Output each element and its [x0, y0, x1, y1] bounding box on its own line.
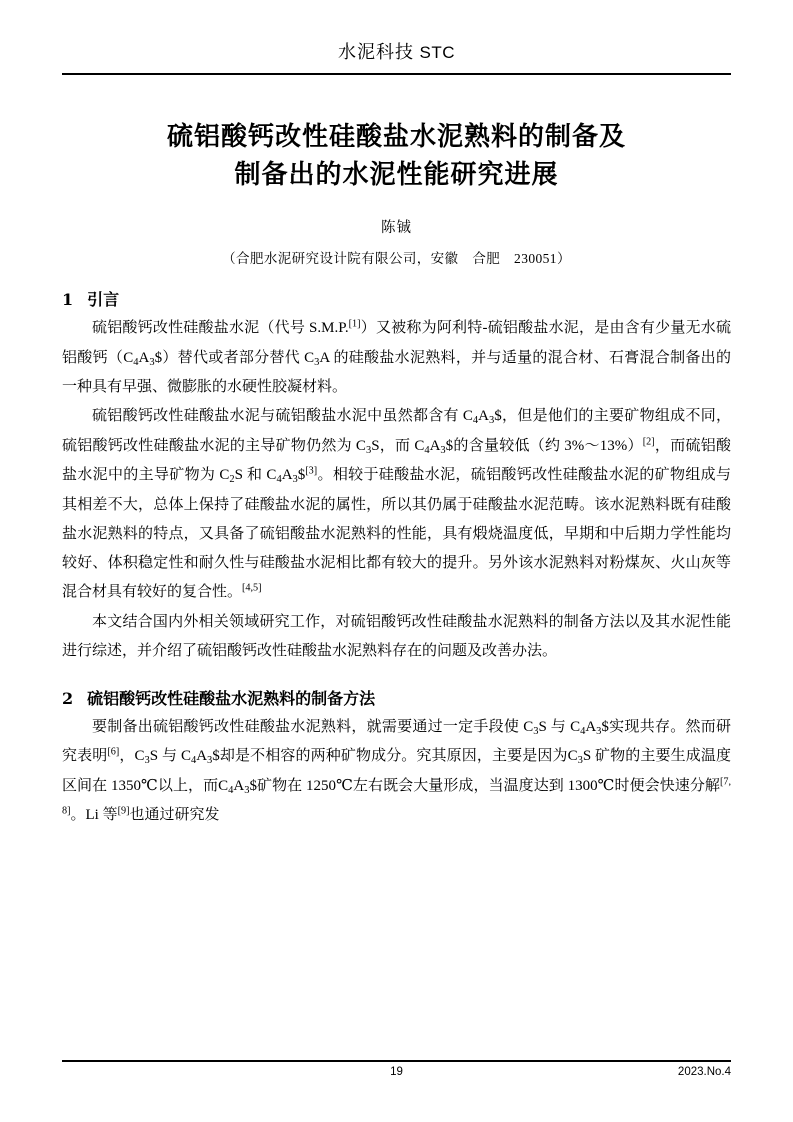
section-title-1: 引言: [87, 290, 120, 310]
page-number: 19: [390, 1066, 403, 1078]
title-block: [62, 119, 731, 194]
section-title-2: 硫铝酸钙改性硅酸盐水泥熟料的制备方法: [87, 689, 376, 708]
section-number-2: 2: [62, 689, 74, 708]
page-title-line-2: 制备出的水泥性能研究进展: [234, 159, 559, 190]
journal-abbrev: STC: [419, 43, 455, 62]
paragraph: 硫铝酸钙改性硅酸盐水泥（代号 S.M.P.[1]）又被称为阿利特-硫铝酸盐水泥，是由含有少量无水硫铝酸钙$(C_4A_3\$)$替代或者部分替代 $C_3A$ 的硅酸盐水泥熟料，并与适量的混合材、石膏混合制备出的一种具有早强、微膨胀的水硬性胶凝材料。: [62, 318, 731, 396]
author-name: 陈铖: [381, 220, 412, 237]
section-heading-2: [62, 686, 731, 709]
section-number-1: 1: [62, 290, 74, 310]
page-content: [62, 38, 731, 1092]
running-head: [62, 38, 731, 70]
issue-label: 2023.No.4: [677, 1066, 731, 1078]
page-title-line-1: 硫铝酸钙改性硅酸盐水泥熟料的制备及: [166, 122, 626, 152]
journal-name: 水泥科技: [338, 42, 414, 62]
paragraph: 硫铝酸钙改性硅酸盐水泥与硫铝酸盐水泥中虽然都含有 $C_4A_3\$$，但是他们的主要矿物组成不同，硫铝酸钙改性硅酸盐水泥的主导矿物仍然为 $C_3S$，而 $C_4A_3\$$的含量较低（约 3%～13%）[2]，而硫铝酸盐水泥中的主导矿物为 $C_2S$ 和 $C_4A_3\$[3]$。相较于硅酸盐水泥，硫铝酸钙改性硅酸盐水泥的矿物组成与其相差不大，总体上保持了硅酸盐水泥的属性，所以其仍属于硅酸盐水泥范畴。该水泥熟料既有硅酸盐水泥熟料的特点，又具备了硫铝酸盐水泥熟料的性能，具有煅烧温度低，早期和中后期力学性能均较好、体积稳定性和耐久性与硅酸盐水泥相比都有较大的提升。另外该水泥熟料对粉煤灰、火山灰等混合材具有较好的复合性。[4,5]: [62, 408, 731, 601]
page-footer: [62, 1066, 731, 1086]
header-rule: [62, 73, 731, 75]
footer-rule: [62, 1060, 731, 1062]
paragraph: 本文结合国内外相关领域研究工作，对硫铝酸钙改性硅酸盐水泥熟料的制备方法以及其水泥性能进行综述，并介绍了硫铝酸钙改性硅酸盐水泥熟料存在的问题及改善办法。: [62, 613, 731, 659]
section-heading-1: [62, 287, 731, 310]
paragraph: 要制备出硫铝酸钙改性硅酸盐水泥熟料，就需要通过一定手段使 $C_3S$ 与 $C_4A_3\$$实现共存。然而研究表明[6]，$C_3S$ 与 $C_4A_3\$$却是不相容的两种矿物成分。究其原因，主要是因为$C_3S$ 矿物的主要生成温度区间在 1350℃以上，而$C_4A_3\$$矿物在 1250℃左右既会大量形成，当温度达到 1300℃时便会快速分解[7, 8]。Li 等[9]也通过研究发: [62, 719, 731, 824]
author-affiliation: （合肥水泥研究设计院有限公司，安徽 合肥 230051）: [222, 251, 571, 267]
